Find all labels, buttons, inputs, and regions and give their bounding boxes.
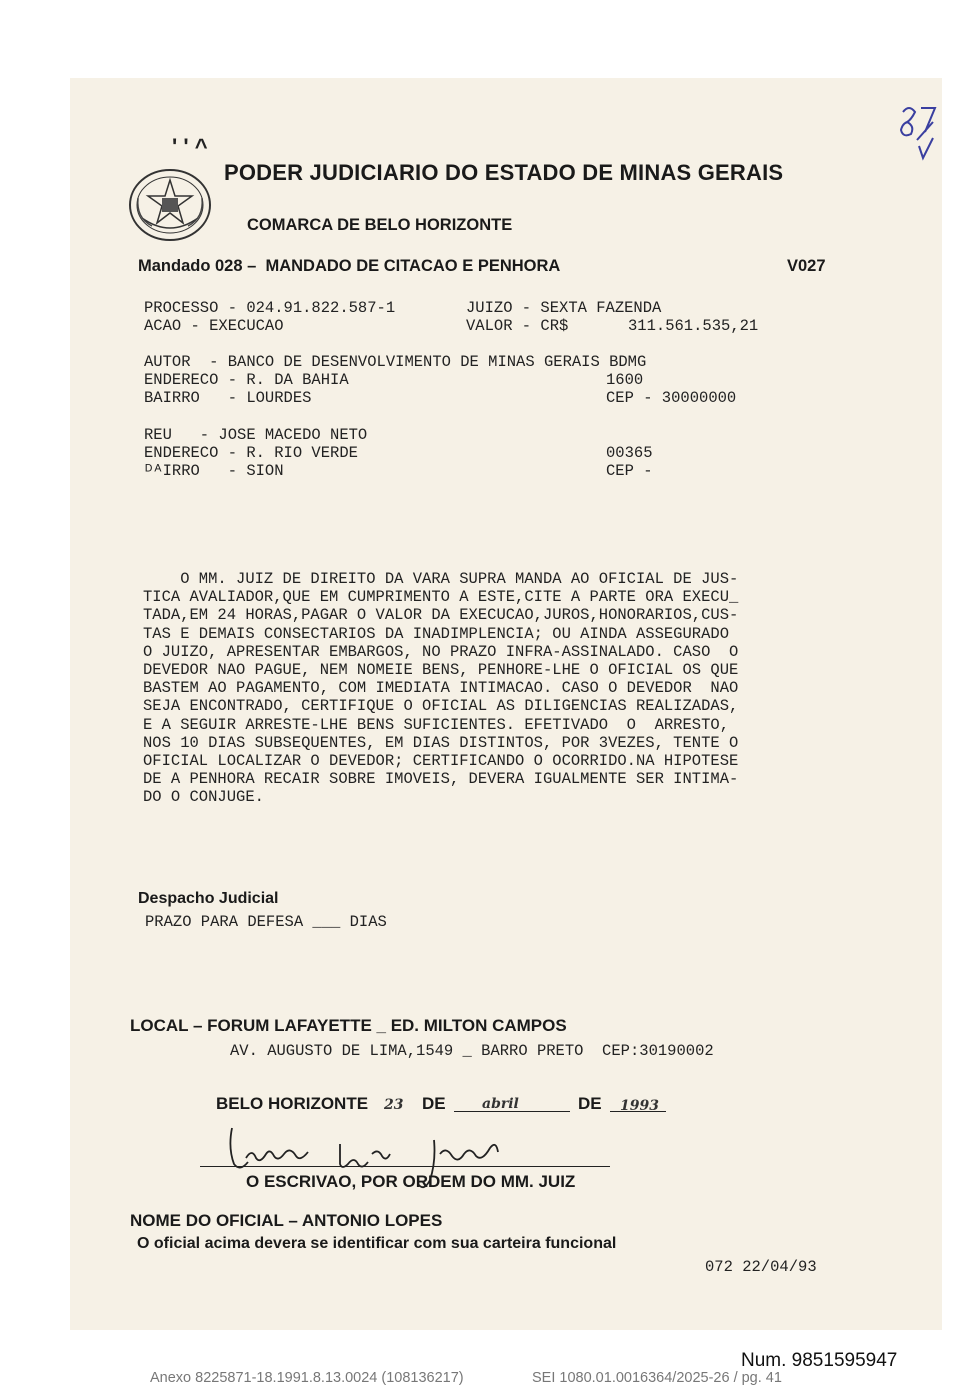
date-de-2: DE	[578, 1094, 602, 1113]
valor-label: VALOR - CR$	[466, 317, 569, 335]
prazo-defesa: PRAZO PARA DEFESA ___ DIAS	[145, 913, 387, 931]
oficial-nome: NOME DO OFICIAL – ANTONIO LOPES	[130, 1211, 443, 1230]
court-title: PODER JUDICIARIO DO ESTADO DE MINAS GERAIS	[224, 160, 784, 185]
coat-of-arms-seal	[128, 168, 212, 242]
date-city: BELO HORIZONTE	[216, 1094, 369, 1113]
seal-marks: ' ' ^	[172, 134, 208, 159]
mandado-title: Mandado 028 – MANDADO DE CITACAO E PENHORA	[138, 257, 561, 275]
date-day: 23	[384, 1097, 404, 1113]
body-line: O MM. JUIZ DE DIREITO DA VARA SUPRA MANDA AO OFICIAL DE JUS-	[143, 570, 739, 588]
body-line: O JUIZO, APRESENTAR EMBARGOS, NO PRAZO INFRA-ASSINALADO. CASO O	[143, 642, 739, 661]
juizo: JUIZO - SEXTA FAZENDA	[466, 299, 662, 317]
autor: AUTOR - BANCO DE DESENVOLVIMENTO DE MINAS GERAIS BDMG	[144, 353, 647, 371]
mandado-code: V027	[787, 257, 826, 275]
mandado-body-text	[143, 570, 843, 807]
reu-bairro: ᴰᴬIRRO - SION	[144, 462, 284, 480]
body-line: DO O CONJUGE.	[143, 788, 264, 807]
date-year: 1993	[620, 1098, 659, 1114]
despacho-label: Despacho Judicial	[138, 890, 279, 907]
anexo-reference: Anexo 8225871-18.1991.8.13.0024 (108136217)	[150, 1370, 464, 1386]
body-line: DE A PENHORA RECAIR SOBRE IMOVEIS, DEVERA IGUALMENTE SER INTIMA-	[143, 770, 739, 789]
document-number: Num. 9851595947	[741, 1350, 898, 1371]
body-line: E A SEGUIR ARRESTE-LHE BENS SUFICIENTES. EFETIVADO O ARRESTO,	[143, 715, 729, 734]
autor-numero: 1600	[606, 371, 644, 389]
body-line: OFICIAL LOCALIZAR O DEVEDOR; CERTIFICANDO O OCORRIDO.NA HIPOTESE	[143, 752, 739, 771]
reu-endereco: ENDERECO - R. RIO VERDE	[144, 444, 358, 462]
local-address: AV. AUGUSTO DE LIMA,1549 _ BARRO PRETO CEP:30190002	[230, 1042, 714, 1060]
date-de-1: DE	[422, 1094, 446, 1113]
date-month: abril	[482, 1096, 519, 1112]
oficial-aviso: O oficial acima devera se identificar com sua carteira funcional	[137, 1235, 617, 1252]
autor-bairro: BAIRRO - LOURDES	[144, 389, 312, 407]
reu-cep: CEP -	[606, 462, 653, 480]
body-line: TAS E DEMAIS CONSECTARIOS DA INADIMPLENCIA; OU AINDA ASSEGURADO	[143, 624, 729, 643]
comarca-title: COMARCA DE BELO HORIZONTE	[247, 216, 513, 234]
handwritten-page-number	[895, 100, 945, 170]
sei-reference: SEI 1080.01.0016364/2025-26 / pg. 41	[532, 1370, 782, 1386]
reu: REU - JOSE MACEDO NETO	[144, 426, 368, 444]
body-line: DEVEDOR NAO PAGUE, NEM NOMEIE BENS, PENHORE-LHE O OFICIAL OS QUE	[143, 661, 739, 680]
local-label: LOCAL – FORUM LAFAYETTE _ ED. MILTON CAMPOS	[130, 1016, 567, 1035]
signature-line	[200, 1166, 610, 1167]
document-code: 072 22/04/93	[705, 1258, 817, 1276]
escrivao-label: O ESCRIVAO, POR ORDEM DO MM. JUIZ	[246, 1172, 576, 1191]
autor-cep: CEP - 30000000	[606, 389, 737, 407]
body-line: SEJA ENCONTRADO, CERTIFIQUE O OFICIAL AS DILIGENCIAS REALIZADAS,	[143, 697, 739, 716]
reu-numero: 00365	[606, 444, 653, 462]
body-line: TADA,EM 24 HORAS,PAGAR O VALOR DA EXECUCAO,JUROS,HONORARIOS,CUS-	[143, 606, 739, 625]
body-line: BASTEM AO PAGAMENTO, COM IMEDIATA INTIMACAO. CASO O DEVEDOR NAO	[143, 679, 739, 698]
processo-number: PROCESSO - 024.91.822.587-1	[144, 299, 396, 317]
body-line: TICA AVALIADOR,QUE EM CUMPRIMENTO A ESTE,CITE A PARTE ORA EXECU_	[143, 588, 739, 607]
valor-amount: 311.561.535,21	[628, 317, 759, 335]
body-line: NOS 10 DIAS SUBSEQUENTES, EM DIAS DISTINTOS, POR 3VEZES, TENTE O	[143, 733, 739, 752]
autor-endereco: ENDERECO - R. DA BAHIA	[144, 371, 349, 389]
acao: ACAO - EXECUCAO	[144, 317, 284, 335]
